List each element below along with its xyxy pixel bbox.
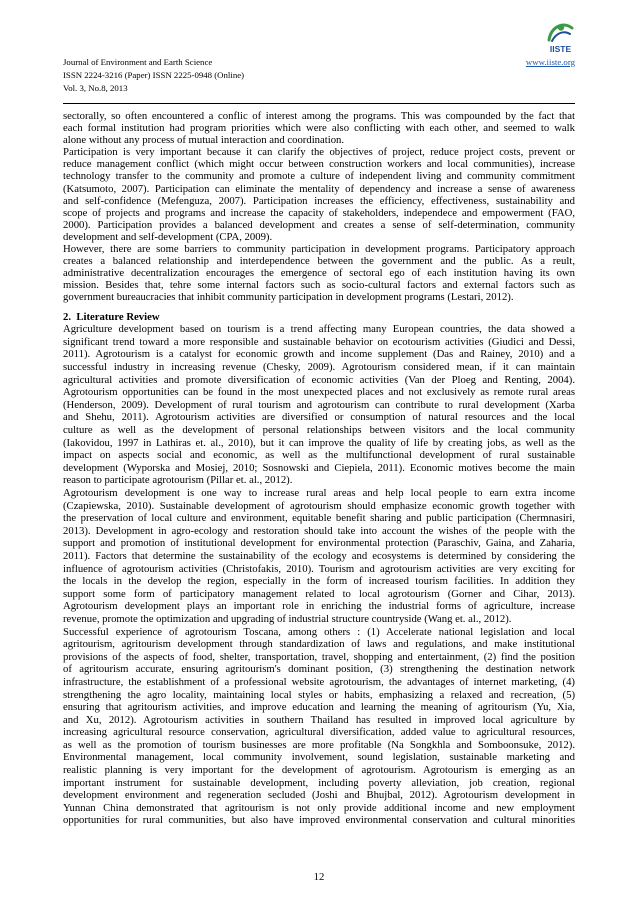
- body-text-bottom: [63, 323, 575, 827]
- text-line: development and self-development (CPA, 2009).: [63, 230, 273, 243]
- text-line: reason to participate agrotourism (Pillar et. al., 2012).: [63, 474, 293, 487]
- text-line: strengthening the agro locality, maintaining local styles or habits, emphasizing a relaxed and recreation, (5): [63, 688, 575, 701]
- text-line: realistic planning is very important for the development of agrotourism. Agrotourism is emerging as an: [63, 764, 575, 777]
- text-line: opportunities for rural communities, but also have improved environmental conservation and cultural minorities: [63, 814, 575, 827]
- text-line: support some form of participatory management related to local agrotourism (Gorner and Cihar, 2013).: [63, 587, 575, 600]
- text-line: creates a balanced relationship and interdependence between the government and the public. As a reult,: [63, 255, 575, 268]
- text-line: (Katsumoto, 2007). Participation can eliminate the mentality of dependency and increase a sense of awareness: [63, 182, 575, 195]
- text-line: and Xu, 2012). Agrotourism activities in southern Thailand has resulted in improved local agriculture by: [63, 713, 575, 726]
- paragraph: [63, 110, 575, 146]
- text-line: influence of agrotourism activities (Christofakis, 2010). Tourism and agrotourism activities are very exciting for: [63, 562, 575, 575]
- website-link[interactable]: www.iiste.org: [525, 56, 575, 67]
- text-line: provisions of the aspects of food, shelter, transportation, travel, shopping and entertainment, (2) find the position: [63, 650, 575, 663]
- text-line: infrastructure, the establishment of a professional website agrotourism, the advantages of internet marketing, (4): [63, 675, 575, 688]
- text-line: and self-confidence (Mefenguza, 2007). Participation increases the efficiency, effectiveness, sustainability and: [63, 194, 575, 207]
- text-line: sectorally, so often encountered a conflic of interest among the programs. This was compounded by the fact that: [63, 110, 575, 122]
- text-line: agricultural activities and promote diversification of economic activities (Van der Ploeg and Renting, 2004).: [63, 373, 575, 386]
- text-line: of agritourism accurate, ensuring agritourism's dominant position, (3) strengthening the destination network: [63, 663, 575, 676]
- text-line: (Czapiewska, 2010). Sustainable development of agrotourism should emphasize economic growth together with: [63, 499, 575, 512]
- text-line: 2011). Factors that determine the sustainability of the ecology and ecosystems is determined by considering the: [63, 549, 575, 562]
- text-line: significant trend toward a more responsible and sustainable behavior on ecotourism activities (Giudici and Dessi,: [63, 335, 575, 348]
- text-line: Participation is very important because it can clarify the objectives of project, reduce project costs, prevent or: [63, 146, 575, 159]
- text-line: impact on aspects social and economic, as well as the multifunctional development of rural sustainable: [63, 449, 575, 462]
- text-line: each formal institution had program priorities which were also conflicting with each other, and seemed to walk: [63, 122, 575, 135]
- running-header: [63, 56, 244, 95]
- text-line: Environmental management, local community involvement, sound legislation, sustainable marketing and: [63, 751, 575, 764]
- text-line: Agrotourism development is one way to increase rural areas and help local people to earn extra income: [63, 487, 575, 500]
- text-line: the locals in the develop the region, especially in the form of increased tourism facilities. In addition they: [63, 575, 575, 588]
- text-line: mission. Besides that, tehre some internal factors such as socio-cultural factors and external factors such as: [63, 279, 575, 292]
- text-line: development (Wyporska and Mosiej, 2010; Sosnowski and Ciepiela, 2011). Economic motives become the main: [63, 461, 575, 474]
- text-line: increasing agricultural resource conservation, agricultural diversification, added value to agricultural resources,: [63, 726, 575, 739]
- text-line: Successful experience of agrotourism Toscana, among others : (1) Accelerate national legislation and local: [63, 625, 575, 638]
- section-heading: 2. Literature Review: [63, 310, 160, 323]
- text-line: (Iakovidou, 1997 in Lathiras et. al., 2010), but it can improve the quality of life by creating jobs, as well as the: [63, 436, 575, 449]
- paragraph: [63, 323, 575, 487]
- text-line: ensuring that agritourism activities, and improve education and learning the meaning of agritourism (Yu, Xia,: [63, 701, 575, 714]
- text-line: (Henderson, 2009). Development of rural tourism and agrotourism can contribute to rural development (Xarba: [63, 398, 575, 411]
- paragraph: [63, 487, 575, 626]
- text-line: administrative decentralization encourages the emergence of sectoral ego of each institution having its own: [63, 267, 575, 280]
- paragraph: [63, 146, 575, 243]
- text-line: 2000). Participation provides a balanced development and creates a sense of self-determination, community: [63, 218, 575, 231]
- body-text-top: [63, 110, 575, 304]
- journal-title: Journal of Environment and Earth Science: [63, 56, 213, 67]
- text-line: Agrotourism opportunities can be found in the most unexpected places and not exclusively as remote rural areas: [63, 386, 575, 399]
- text-line: reduce management conflict (which might occur between construction workers and local communities), increase: [63, 158, 575, 171]
- text-line: Yunnan China demonstrated that agritourism is not only provide additional income and new employment: [63, 801, 575, 814]
- text-line: 2011). Agrotourism is a catalyst for economic growth and income supplement (Das and Rainey, 2010) and a: [63, 348, 575, 361]
- text-line: support and promotion of institutional development for environmental protection (Paraschiv, Gaina, and Zaharia,: [63, 537, 575, 550]
- volume-line: Vol. 3, No.8, 2013: [63, 82, 128, 93]
- text-line: 2013). Development in agro-ecology and restoration should take into account the wishes of the people with the: [63, 524, 575, 537]
- text-line: the preservation of local culture and environment, equitable benefit sharing and public participation (Chermnasiri,: [63, 512, 575, 525]
- text-line: culture as well as the development of personal relationships between visitors and the local community: [63, 424, 575, 437]
- paragraph: [63, 626, 575, 828]
- text-line: Agrotourism development plays an important role in enriching the industrial forms of agriculture, increase: [63, 600, 575, 613]
- iiste-logo: [545, 19, 576, 56]
- text-line: revenue, promote the optimization and upgrading of industrial structure countryside (Wang et. al., 2012).: [63, 612, 512, 625]
- text-line: as well as the promotion of tourism businesses are more profitable (Na Songkhla and Somboonsuke, 2012).: [63, 738, 575, 751]
- paragraph: [63, 243, 575, 303]
- text-line: important instrument for sustainable development, including poverty alleviation, job creation, regional: [63, 776, 575, 789]
- logo-text: IISTE: [549, 44, 572, 54]
- text-line: and Shehu, 2011). Agrotourism activities are diversified or consumption of natural resources and the local: [63, 411, 575, 424]
- text-line: technology transfer to the community and promote a culture of independent living and community commitment: [63, 170, 575, 183]
- page-number: 12: [313, 871, 325, 883]
- text-line: successful industry in increasing revenue (Chesky, 2009). Agrotourism considered mean, if it can maintain: [63, 361, 575, 374]
- text-line: alone without any process of mutual interaction and coordination.: [63, 134, 345, 147]
- text-line: agritourism, agritourism development through standardization of laws and regulations, and make institutional: [63, 638, 575, 651]
- header-rule: [63, 103, 575, 104]
- text-line: development environment and regeneration secluded (Joshi and Bhujbal, 2012). Agrotourism development in: [63, 789, 575, 802]
- issn-line: ISSN 2224-3216 (Paper) ISSN 2225-0948 (Online): [63, 69, 245, 80]
- text-line: scope of projects and programs and increase the capacity of stakeholders, independece and empowerment (FAO,: [63, 206, 575, 219]
- text-line: Agriculture development based on tourism is a trend affecting many European countries, the data showed a: [63, 323, 575, 336]
- text-line: government bureaucracies that inhibit community participation in development programs (Lestari, 2012).: [63, 291, 514, 304]
- text-line: However, there are some barriers to community participation in development programs. Participatory approach: [63, 243, 575, 256]
